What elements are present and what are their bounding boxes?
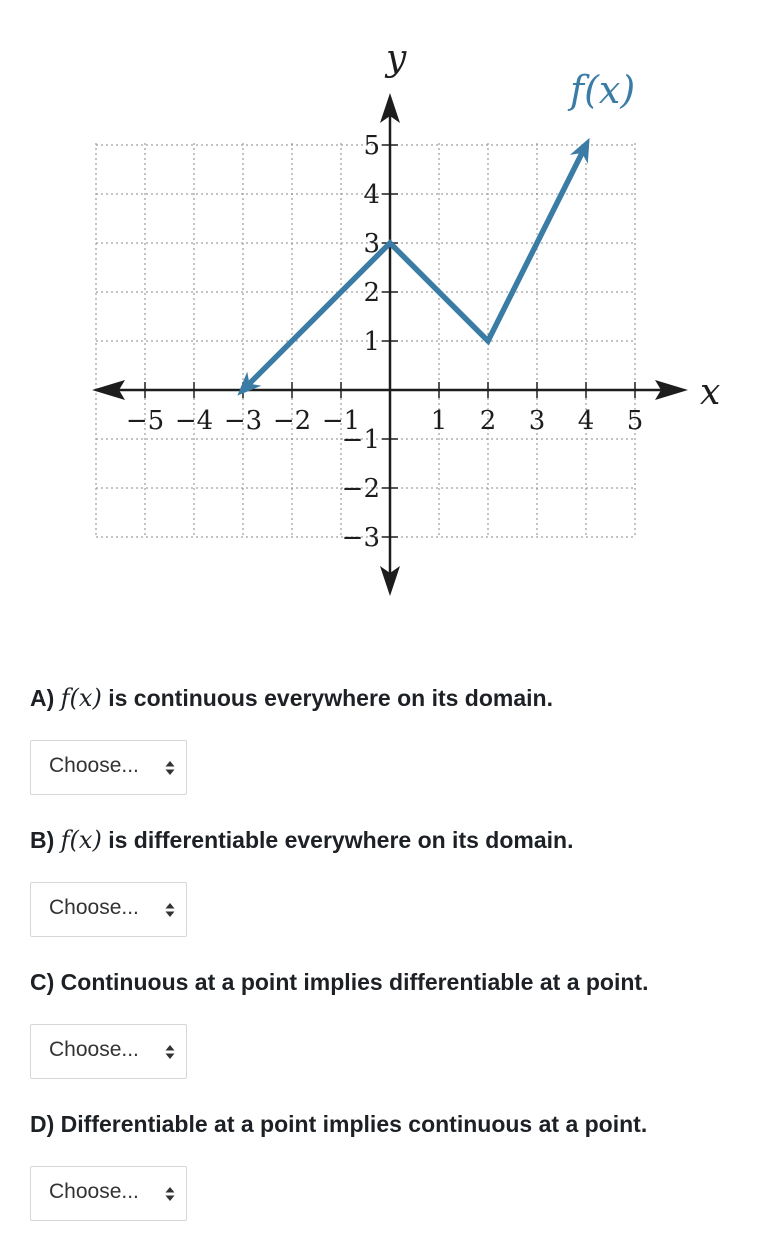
x-tick-label: −1 — [321, 406, 361, 436]
chevron-updown-icon — [164, 1040, 176, 1064]
series-group — [237, 138, 589, 396]
y-tick-label: 3 — [363, 229, 380, 259]
function-line — [243, 145, 586, 390]
question-b — [30, 825, 750, 855]
question-letter: C) — [30, 969, 55, 995]
select-value: Choose... — [49, 754, 139, 777]
x-axis-label: x — [700, 372, 721, 413]
question-text: is differentiable everywhere on its domain. — [108, 827, 574, 853]
question-letter: D) — [30, 1111, 55, 1137]
y-tick-label: 2 — [363, 278, 380, 308]
question-d — [30, 1109, 750, 1139]
question-text: is continuous everywhere on its domain. — [108, 685, 553, 711]
x-tick-label: −2 — [272, 406, 312, 436]
answer-select-b[interactable] — [30, 882, 187, 937]
axes — [92, 93, 688, 596]
answer-select-d[interactable] — [30, 1166, 187, 1221]
y-tick-label: 5 — [363, 131, 380, 161]
answer-select-a[interactable] — [30, 740, 187, 795]
x-tick-label: 3 — [528, 406, 546, 436]
answer-select-c[interactable] — [30, 1024, 187, 1079]
chevron-updown-icon — [164, 756, 176, 780]
question-letter: A) — [30, 685, 55, 711]
x-tick-label: 5 — [626, 406, 644, 436]
question-text: Differentiable at a point implies continuous at a point. — [60, 1111, 648, 1137]
x-tick-label: 4 — [577, 406, 595, 436]
select-value: Choose... — [49, 1180, 139, 1203]
question-c — [30, 967, 750, 997]
x-tick-label: −3 — [223, 406, 263, 436]
chevron-updown-icon — [164, 1182, 176, 1206]
x-tick-label: −5 — [125, 406, 165, 436]
question-text: Continuous at a point implies differentiable at a point. — [60, 969, 649, 995]
function-symbol: f(x) — [60, 826, 102, 854]
y-axis-label: y — [386, 38, 407, 79]
function-annotation: f(x) — [570, 68, 636, 112]
function-symbol: f(x) — [60, 684, 102, 712]
y-tick-label: −3 — [341, 523, 380, 553]
y-tick-label: 1 — [363, 327, 380, 357]
select-value: Choose... — [49, 896, 139, 919]
question-letter: B) — [30, 827, 55, 853]
x-tick-label: 1 — [430, 406, 448, 436]
chevron-updown-icon — [164, 898, 176, 922]
select-value: Choose... — [49, 1038, 139, 1061]
y-tick-label: −1 — [341, 425, 380, 455]
y-tick-label: 4 — [363, 180, 380, 210]
y-tick-label: −2 — [341, 474, 380, 504]
x-tick-label: 2 — [479, 406, 497, 436]
x-tick-label: −4 — [174, 406, 214, 436]
question-a — [30, 683, 750, 713]
